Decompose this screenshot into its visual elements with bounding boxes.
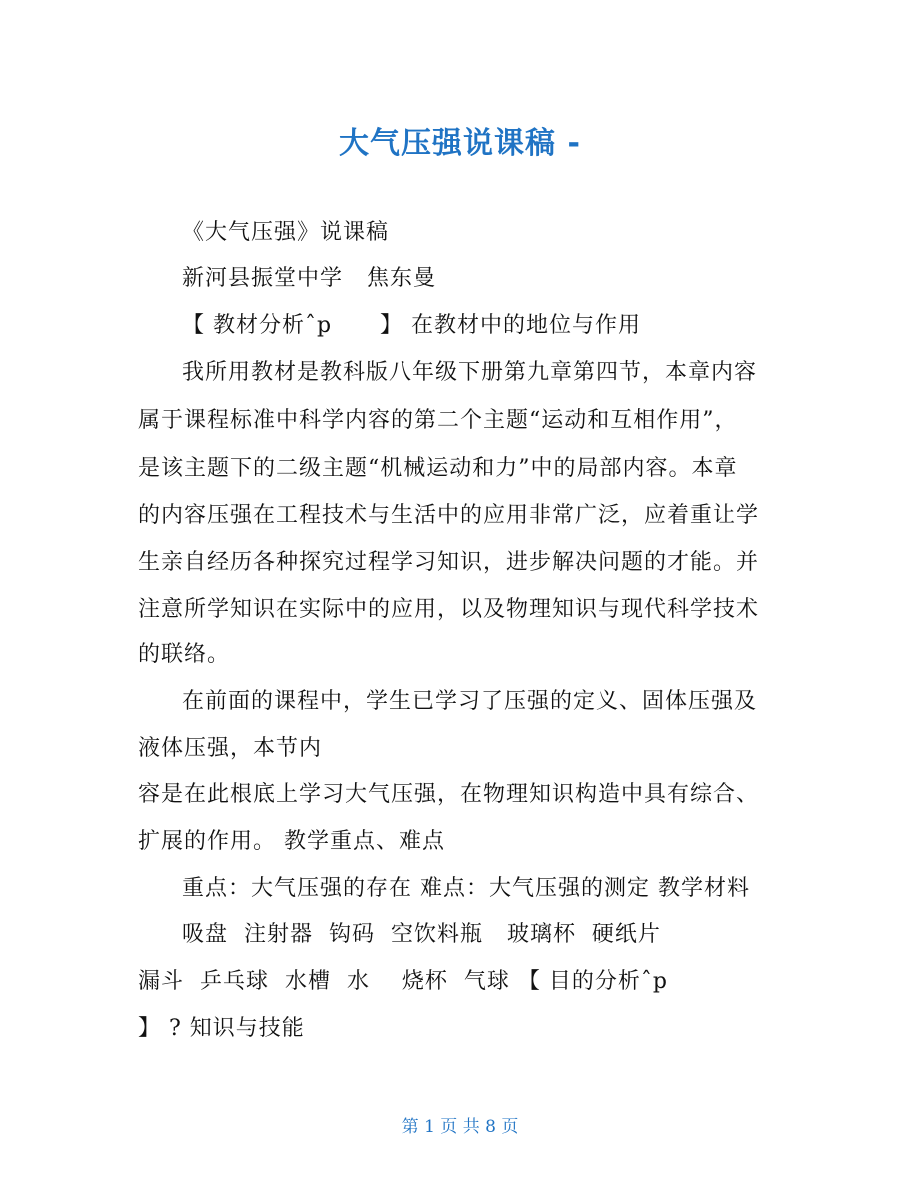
- text-line: 液体压强，本节内: [138, 736, 323, 761]
- text-line: 重点：大气压强的存在 难点：大气压强的测定 教学材料: [182, 876, 750, 901]
- text-line: 新河县振堂中学 焦东曼: [182, 266, 436, 291]
- text-line: 漏斗 乒乓球 水槽 水 烧杯 气球 【 目的分析ˆp: [138, 969, 668, 994]
- text-line: 我所用教材是教科版八年级下册第九章第四节，本章内容: [182, 360, 758, 385]
- page-title: 大气压强说课稿 -: [339, 126, 581, 161]
- text-line: 生亲自经历各种探究过程学习知识，进步解决问题的才能。并: [138, 550, 760, 575]
- text-line: 注意所学知识在实际中的应用，以及物理知识与现代科学技术: [138, 597, 760, 622]
- text-line: 的联络。: [138, 642, 231, 667]
- text-line: 】 ? 知识与技能: [138, 1016, 305, 1041]
- page-footer: 第 1 页 共 8 页: [401, 1117, 519, 1137]
- text-line: 【 教材分析ˆp 】 在教材中的地位与作用: [182, 313, 642, 338]
- text-line: 属于课程标准中科学内容的第二个主题“运动和互相作用”，: [138, 408, 738, 433]
- text-line: 吸盘 注射器 钩码 空饮料瓶 玻璃杯 硬纸片: [182, 922, 661, 947]
- text-line: 的内容压强在工程技术与生活中的应用非常广泛，应着重让学: [138, 503, 760, 528]
- text-line: 在前面的课程中，学生已学习了压强的定义、固体压强及: [182, 689, 758, 714]
- text-line: 《大气压强》说课稿: [182, 220, 390, 245]
- text-line: 容是在此根底上学习大气压强，在物理知识构造中具有综合、: [138, 782, 760, 807]
- text-line: 是该主题下的二级主题“机械运动和力”中的局部内容。本章: [138, 456, 738, 481]
- text-line: 扩展的作用。 教学重点、难点: [138, 829, 445, 854]
